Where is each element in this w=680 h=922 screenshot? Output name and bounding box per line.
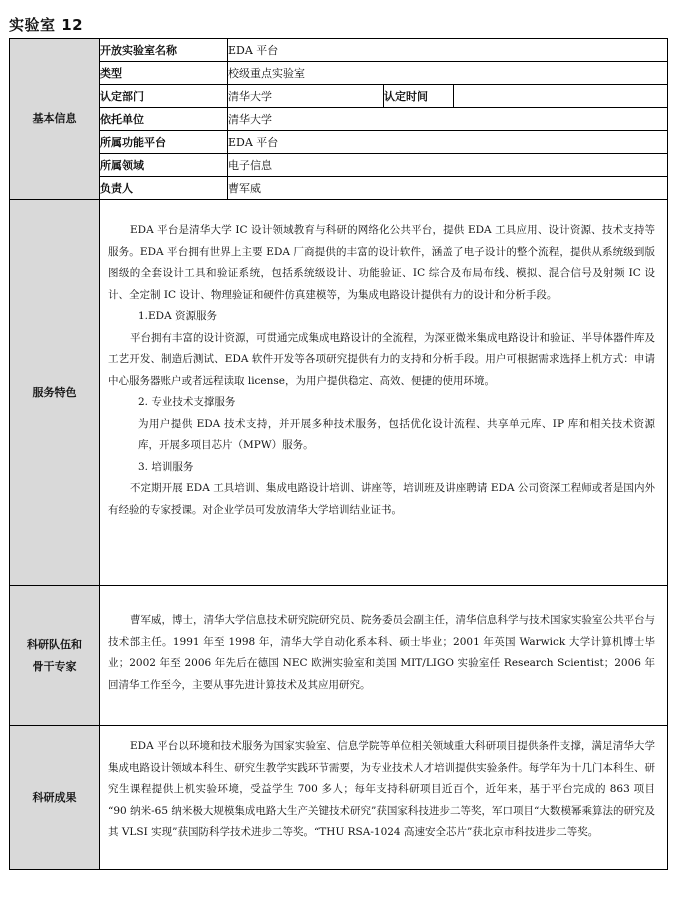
service-content-cell bbox=[100, 200, 668, 586]
lab-info-table bbox=[9, 38, 668, 870]
section-label-team-line1: 科研队伍和 bbox=[27, 637, 82, 651]
results-text: EDA 平台以环境和技术服务为国家实验室、信息学院等单位相关领域重大科研项目提供条件支撑，满足清华大学集成电路设计领域本科生、研究生教学实践环节需要，为专业技术人才培训提供实验条件。每学年为十几门本科生、研究生课程提供上机实验环境，受益学生 700 多人；每年支持科研项目近百个，近年来，基于平台完成的 863 项目 “90 纳米-65 纳米极大规模集成电路大生产关键技术研究”获国家科技进步二等奖，军口项目“大数模幂乘算法的研究及其 VLSI 实现”获国防科学技术进步二等奖。“THU RSA-1024 高速安全芯片”获北京市科技进步二等奖。 bbox=[108, 740, 656, 838]
field-label-lab-name: 开放实验室名称 bbox=[100, 39, 228, 62]
field-label-department: 认定部门 bbox=[100, 85, 228, 108]
service-heading-1: 1.EDA 资源服务 bbox=[138, 310, 218, 322]
service-heading-3: 3. 培训服务 bbox=[138, 460, 194, 473]
service-paragraph-1: 平台拥有丰富的设计资源，可贯通完成集成电路设计的全流程，为深亚微米集成电路设计和验证、半导体器件库及工艺开发、制造后测试、EDA 软件开发等各项研究提供有力的支持和分析手段。用户可根据需求选择上机方式：申请中心服务器账户或者远程读取 license，为用户提供稳定、高效、便捷的使用环境。 bbox=[108, 331, 656, 387]
section-label-service: 服务特色 bbox=[10, 200, 100, 586]
field-value-director: 曹军威 bbox=[228, 177, 668, 200]
service-intro: EDA 平台是清华大学 IC 设计领域教育与科研的网络化公共平台，提供 EDA 工具应用、设计资源、技术支持等服务。EDA 平台拥有世界上主要 EDA 厂商提供的丰富的设计软件，涵盖了电子设计的整个流程，提供从系统级到版图级的全套设计工具和验证系统，包括系统级设计、功能验证、IC 综合及布局布线、模拟、混合信号及射频 IC 设计、全定制 IC 设计、物理验证和硬件仿真建模等，为集成电路设计提供有力的设计和分析手段。 bbox=[108, 224, 656, 301]
field-label-accreditation-time: 认定时间 bbox=[384, 85, 454, 108]
service-row bbox=[10, 200, 668, 586]
basic-info-row-department bbox=[10, 85, 668, 108]
basic-info-row-director bbox=[10, 177, 668, 200]
service-paragraph-2: 为用户提供 EDA 技术支持，并开展多种技术服务，包括优化设计流程、共享单元库、IP 库和相关技术资源库，开展多项目芯片（MPW）服务。 bbox=[138, 417, 656, 451]
section-label-results: 科研成果 bbox=[10, 726, 100, 870]
service-heading-2: 2. 专业技术支撑服务 bbox=[138, 396, 236, 408]
service-paragraph-3: 不定期开展 EDA 工具培训、集成电路设计培训、讲座等，培训班及讲座聘请 EDA 公司资深工程师或者是国内外有经验的专家授课。对企业学员可发放清华大学培训结业证书。 bbox=[108, 482, 656, 516]
field-label-director: 负责人 bbox=[100, 177, 228, 200]
section-label-team bbox=[10, 586, 100, 726]
results-row bbox=[10, 726, 668, 870]
section-label-basic-info: 基本信息 bbox=[10, 39, 100, 200]
basic-info-row-platform bbox=[10, 131, 668, 154]
field-value-host-unit: 清华大学 bbox=[228, 108, 668, 131]
team-text: 曹军威，博士，清华大学信息技术研究院研究员、院务委员会副主任，清华信息科学与技术国家实验室公共平台与技术部主任。1991 年至 1998 年，清华大学自动化系本科、硕士毕业；2001 年英国 Warwick 大学计算机博士毕业；2002 年至 2006 年先后在德国 NEC 欧洲实验室和美国 MIT/LIGO 实验室任 Research Scientist；2006 年回清华工作至今，主要从事先进计算技术及其应用研究。 bbox=[108, 614, 656, 691]
field-label-platform: 所属功能平台 bbox=[100, 131, 228, 154]
field-label-field: 所属领域 bbox=[100, 154, 228, 177]
section-label-team-line2: 骨干专家 bbox=[32, 659, 77, 673]
service-content bbox=[100, 200, 667, 533]
basic-info-row-lab-name bbox=[10, 39, 668, 62]
field-value-lab-name: EDA 平台 bbox=[228, 39, 668, 62]
field-value-platform: EDA 平台 bbox=[228, 131, 668, 154]
field-label-type: 类型 bbox=[100, 62, 228, 85]
team-row bbox=[10, 586, 668, 726]
team-content bbox=[100, 586, 667, 708]
results-content-cell bbox=[100, 726, 668, 870]
field-value-accreditation-time bbox=[454, 85, 668, 108]
results-content bbox=[100, 726, 667, 856]
basic-info-row-host-unit bbox=[10, 108, 668, 131]
field-label-host-unit: 依托单位 bbox=[100, 108, 228, 131]
basic-info-row-field bbox=[10, 154, 668, 177]
basic-info-row-type bbox=[10, 62, 668, 85]
field-value-department: 清华大学 bbox=[228, 85, 384, 108]
page-title: 实验室 12 bbox=[9, 16, 84, 34]
field-value-type: 校级重点实验室 bbox=[228, 62, 668, 85]
field-value-field: 电子信息 bbox=[228, 154, 668, 177]
team-content-cell bbox=[100, 586, 668, 726]
